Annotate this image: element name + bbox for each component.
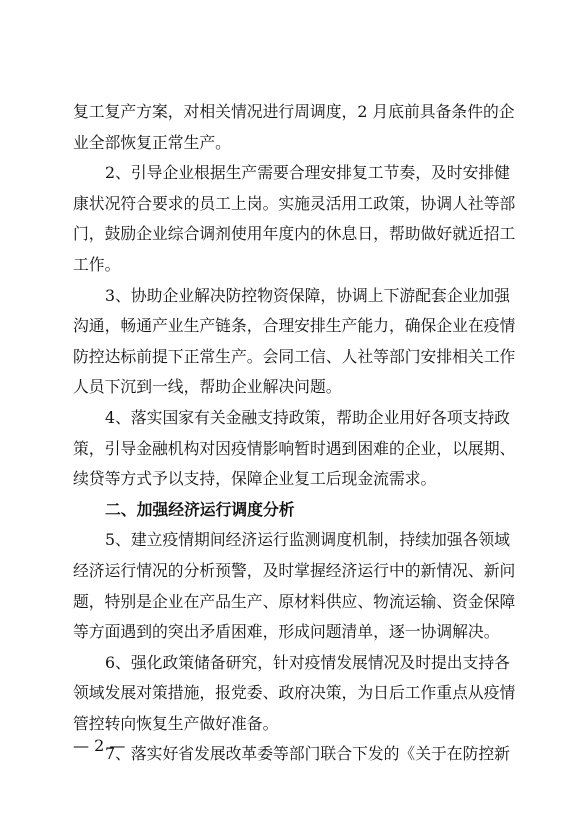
text-line: 康状况符合要求的员工上岗。实施灵活用工政策，协调人社等部 <box>73 193 516 213</box>
text-line: 防控达标前提下正常生产。会同工信、人社等部门安排相关工作 <box>73 346 516 366</box>
paragraph-item-3: 3、协助企业解决防控物资保障，协调上下游配套企业加强 <box>105 285 510 305</box>
text-line: 工作。 <box>73 254 121 274</box>
text-line: 沟通，畅通产业生产链条，合理安排生产能力，确保企业在疫情 <box>73 316 516 336</box>
text-line: 管控转向恢复生产做好准备。 <box>73 713 279 733</box>
text-line: 策，引导金融机构对因疫情影响暂时遇到困难的企业，以展期、 <box>73 438 516 458</box>
text-line: 领域发展对策措施，报党委、政府决策，为日后工作重点从疫情 <box>73 683 516 703</box>
page-number: — 2 — <box>73 736 126 755</box>
text-line: 续贷等方式予以支持，保障企业复工后现金流需求。 <box>73 469 437 489</box>
section-heading: 二、加强经济运行调度分析 <box>105 499 295 519</box>
paragraph-item-4: 4、落实国家有关金融支持政策，帮助企业用好各项支持政 <box>105 407 510 427</box>
text-line: 业全部恢复正常生产。 <box>73 132 231 152</box>
paragraph-item-7: 7、落实好省发展改革委等部门联合下发的《关于在防控新 <box>105 744 510 764</box>
paragraph-item-2: 2、引导企业根据生产需要合理安排复工节奏，及时安排健 <box>105 163 510 183</box>
paragraph-item-6: 6、强化政策储备研究，针对疫情发展情况及时提出支持各 <box>105 652 510 672</box>
text-line: 复工复产方案，对相关情况进行周调度，2 月底前具备条件的企 <box>73 102 515 121</box>
body-text <box>73 97 516 770</box>
paragraph-item-5: 5、建立疫情期间经济运行监测调度机制，持续加强各领域 <box>105 530 510 550</box>
text-line: 人员下沉到一线，帮助企业解决问题。 <box>73 377 342 397</box>
text-line: 等方面遇到的突出矛盾困难，形成问题清单，逐一协调解决。 <box>73 622 500 642</box>
text-line: 经济运行情况的分析预警，及时掌握经济运行中的新情况、新问 <box>73 560 516 580</box>
text-line: 题，特别是企业在产品生产、原材料供应、物流运输、资金保障 <box>73 591 516 611</box>
text-line: 门，鼓励企业综合调剂使用年度内的休息日，帮助做好就近招工 <box>73 224 516 244</box>
